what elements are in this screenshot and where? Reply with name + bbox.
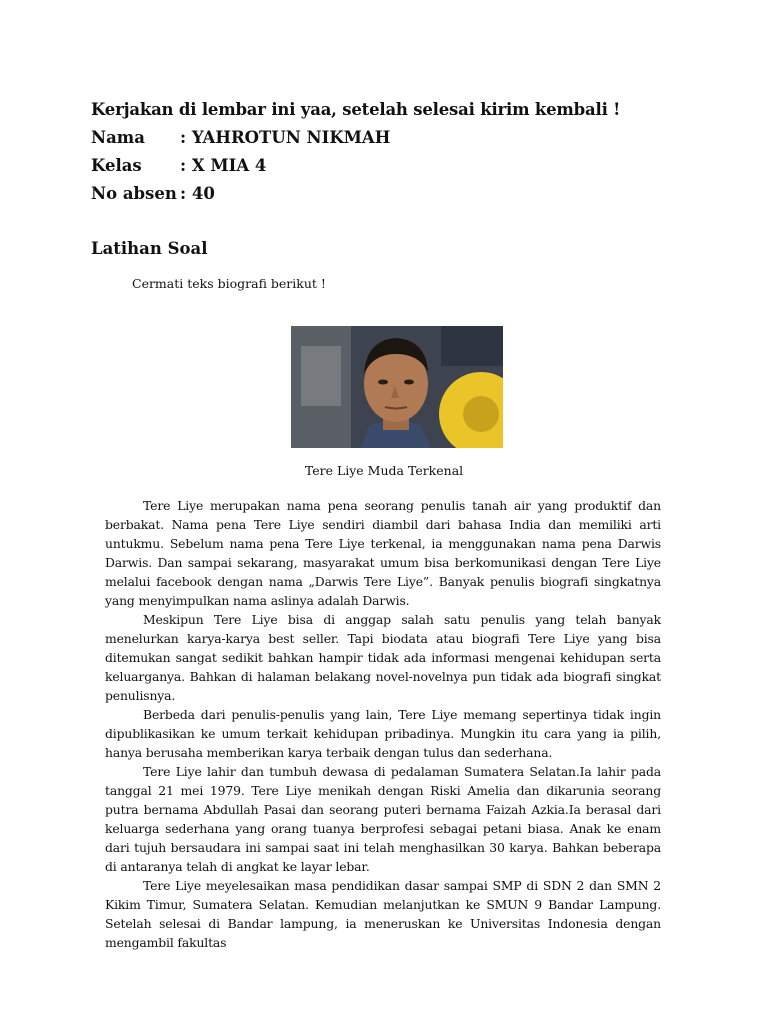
paragraph: Tere Liye meyelesaikan masa pendidikan dasar sampai SMP di SDN 2 dan SMN 2 Kikim Timur, Sumatera Selatan. Kemudian melanjutkan ke SMUN 9 Bandar Lampung. Setelah selesai di Bandar lampung, ia meneruskan ke Universitas Indonesia dengan mengambil fakultas bbox=[105, 878, 661, 950]
info-label: No absen bbox=[91, 184, 177, 203]
paragraph: Meskipun Tere Liye bisa di anggap salah satu penulis yang telah banyak menelurkan karya-karya best seller. Tapi biodata atau biografi Tere Liye yang bisa ditemukan sangat sedikit bahkan hampir tidak ada informasi mengenai kehidupan serta keluarganya. Bahkan di halaman belakang novel-novelnya pun tidak ada biografi singkat penulisnya. bbox=[105, 612, 661, 703]
author-photo-image bbox=[291, 326, 503, 448]
worksheet-title: Kerjakan di lembar ini yaa, setelah selesai kirim kembali ! bbox=[91, 100, 621, 119]
info-value: : X MIA 4 bbox=[180, 156, 267, 175]
paragraph: Tere Liye merupakan nama pena seorang penulis tanah air yang produktif dan berbakat. Nama pena Tere Liye sendiri diambil dari bahasa India dan memiliki arti untukmu. Sebelum nama pena Tere Liye terkenal, ia menggunakan nama pena Darwis Darwis. Dan sampai sekarang, masyarakat umum bisa berkomunikasi dengan Tere Liye melalui facebook dengan nama „Darwis Tere Liye”. Banyak penulis biografi singkatnya yang menyimpulkan nama aslinya adalah Darwis. bbox=[105, 498, 661, 608]
section-title: Latihan Soal bbox=[91, 239, 208, 258]
instruction-text: Cermati teks biografi berikut ! bbox=[132, 276, 326, 291]
paragraph: Berbeda dari penulis-penulis yang lain, Tere Liye memang sepertinya tidak ingin dipublikasikan ke umum terkait kehidupan pribadinya. Mungkin itu cara yang ia pilih, hanya berusaha memberikan karya terbaik dengan tulus dan sederhana. bbox=[105, 707, 661, 760]
info-label: Kelas bbox=[91, 156, 142, 175]
photo-caption: Tere Liye Muda Terkenal bbox=[304, 463, 464, 478]
info-value: : YAHROTUN NIKMAH bbox=[180, 128, 391, 147]
info-label: Nama bbox=[91, 128, 145, 147]
paragraph: Tere Liye lahir dan tumbuh dewasa di pedalaman Sumatera Selatan.Ia lahir pada tanggal 21 mei 1979. Tere Liye menikah dengan Riski Amelia dan dikarunia seorang putra bernama Abdullah Pasai dan seorang puteri bernama Faizah Azkia.Ia berasal dari keluarga sederhana yang orang tuanya berprofesi sebagai petani biasa. Anak ke enam dari tujuh bersaudara ini sampai saat ini telah menghasilkan 30 karya. Bahkan beberapa di antaranya telah di angkat ke layar lebar. bbox=[105, 764, 661, 874]
info-value: : 40 bbox=[180, 184, 215, 203]
author-photo bbox=[291, 326, 503, 448]
biography-text bbox=[105, 496, 661, 952]
